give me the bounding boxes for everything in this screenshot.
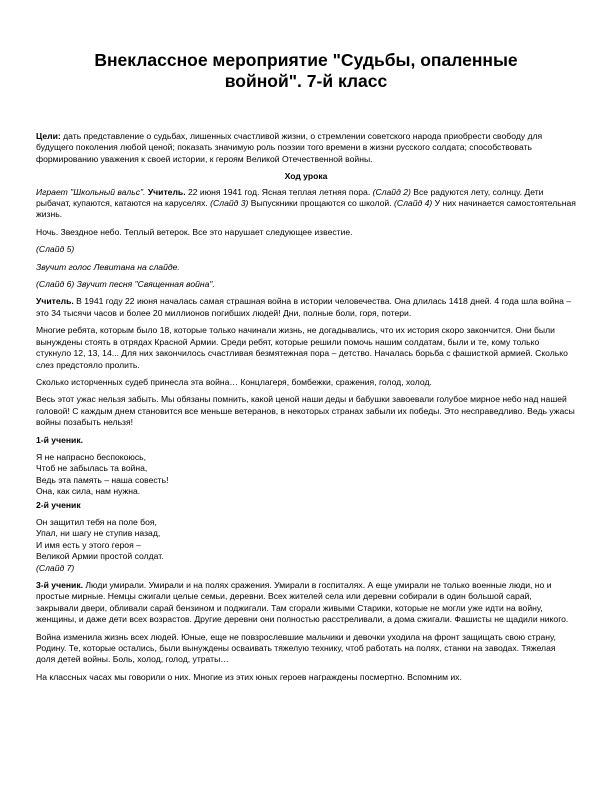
teacher-label: Учитель. [145,186,186,197]
student-2-poem [36,517,576,574]
document-body [36,131,576,689]
intro-text-1: 22 июня 1941 год. Ясная теплая летняя пора. [185,186,373,197]
poem-line: Я не напрасно беспокоюсь, [36,451,147,462]
war-changed-paragraph: Война изменила жизнь всех людей. Юные, еще не повзрослевшие мальчики и девочки уходила на фронт защищать свою страну, Родину. Те, которые остались, были вынуждены осваивать тяжелую технику, чтоб работать на полях, станки на заводах. Тяжелая доля детей войны. Боль, холод, голод, утраты… [36,631,556,665]
levitan-note: Звучит голос Левитана на слайде. [36,261,180,272]
student-2-label: 2-й ученик [36,499,81,510]
teacher-paragraph [36,296,576,319]
poem-line: Ведь эта память – наша совесть! [36,474,169,485]
poem-line: Великой Армии простой солдат. [36,551,164,562]
memory-paragraph: Весь этот ужас нельзя забыть. Мы обязаны помнить, какой ценой наши деды и бабушки завоевали голубое мирное небо над нашей головой! С каждым днем становится все меньше ветеранов, в некоторых странах забыли их победы. Это несправедливо. Ведь ужасы войны позабыть нельзя! [36,394,575,428]
student-3-text: Люди умирали. Умирали и на полях сражения. Умирали в госпиталях. А еще умирали не только военные люди, но и простые мирные. Немцы сжигали целые семьи, деревни. Всех жителей села или деревни собирали в один большой сарай, закрывали двери, обливали сарай бензином и поджигали. Там сгорали живыми Старики, которые не могли уже идти на войну, женщины, и даже дети всех возрастов. Другие деревни они полностью расстреливали, а дома сжигали. Фашисты не щадили никого. [36,580,569,625]
slide-4-note: (Слайд 4) [394,198,433,209]
poem-line: Упал, ни шагу не ступив назад, [36,528,161,539]
poem-line: Чтоб не забылась та война, [36,463,148,474]
fates-paragraph: Сколько исторченных судеб принесла эта война… Концлагеря, бомбежки, сражения, голод, холод. [36,376,432,387]
goals-label: Цели: [36,131,61,141]
goals-text: дать представление о судьбах, лишенных счастливой жизни, о стремлении советского народа приобрести свободу для будущего поколения любой ценой; показать значимую роль поэзии того времени в жизни русского солдата; способствовать формированию уважения к своей истории, к героям Великой Отечественной войны. [36,131,543,164]
poem-line: Он защитил тебя на поле боя, [36,516,157,527]
slide-5-note: (Слайд 5) [36,244,75,255]
intro-paragraph [36,187,576,221]
intro-text-3: Выпускники прощаются со школой. [248,198,394,209]
poem-line: И имя есть у этого героя – [36,539,141,550]
class-hours-paragraph: На классных часах мы говорили о них. Многие из этих юных героев награждены посмертно. Вспомним их. [36,671,462,682]
intro-music: Играет "Школьный вальс". [36,186,146,197]
intro-text-4: У них начинается самостоятельная жизнь. [36,198,576,220]
slide-3-note: (Слайд 3) [210,198,249,209]
page-title: Внеклассное мероприятие "Судьбы, опаленные войной". 7-й класс [94,50,518,91]
intro-text-2: Все радуются лету, солнцу. Дети рыбачат, купаются, катаются на каруселях. [36,186,544,209]
slide-7-note: (Слайд 7) [36,562,75,573]
student-3-paragraph [36,580,576,626]
poem-line: Она, как сила, нам нужна. [36,486,141,497]
goals-paragraph [36,131,576,165]
night-paragraph: Ночь. Звездное небо. Теплый ветерок. Все это нарушает следующее известие. [36,226,353,237]
teacher-label-2: Учитель. [36,296,74,307]
student-1-poem [36,452,576,498]
section-heading: Ход урока [284,171,328,182]
slide-6-note: (Слайд 6) Звучит песня "Священная война". [36,279,215,290]
slide-2-note: (Слайд 2) [372,186,411,197]
student-1-label: 1-й ученик. [36,434,84,445]
teacher-text: В 1941 году 22 июня началась самая страшная война в истории человечества. Она длилась 1418 дней. 4 года шла война – это 34 тысячи часов и более 20 миллионов погибших людей! Дни, полные боли, горя, потери. [36,296,572,318]
youth-paragraph: Многие ребята, которым было 18, которые только начинали жизнь, не догадывались, что их история скоро закончится. Они были вынуждены стоять в отрядах Красной Армии. Среди ребят, которые решили помочь нашим солдатам, были и те, кому только стукнуло 12, 13, 14... Для них закончилось счастливая безмятежная пора – детство. Началась борьба с фашисткой армией. Сколько слез предстояло пролить. [36,325,568,370]
student-3-label: 3-й ученик. [36,580,84,590]
